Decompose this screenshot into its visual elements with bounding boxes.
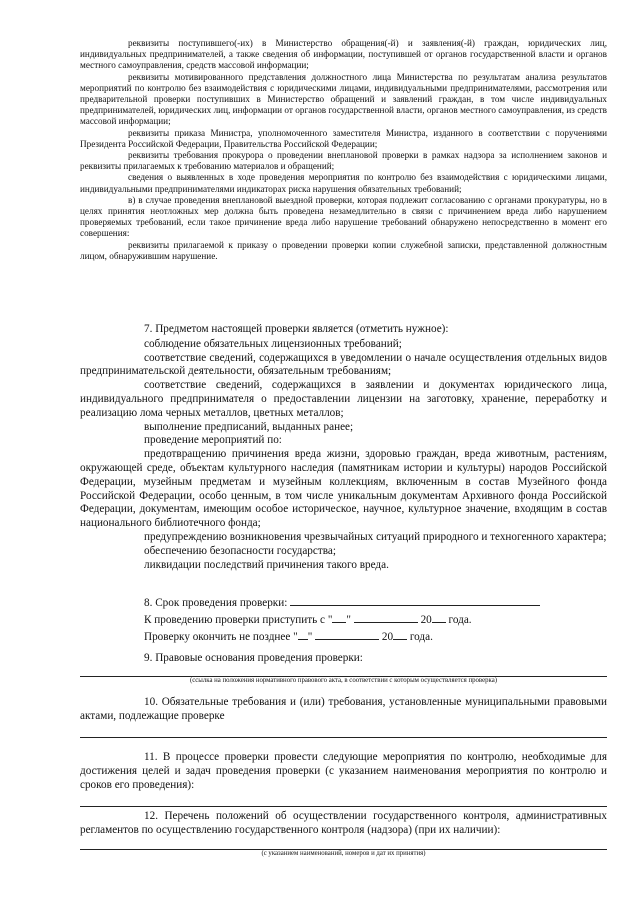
paragraph: реквизиты мотивированного представления должностного лица Министерства по результатам анализа результатов мероприятий по контролю без взаимодействия с юридическими лицами, индивидуальными предпринимателями, рассмотрения или предварительной проверки поступивших в Министерство обращений и заявлений граждан, в том числе индивидуальных предпринимателей, юридических лиц, информации от органов государственной власти, органов местного самоуправления, из средств массовой информации;	[80, 71, 607, 127]
field-caption: (с указанием наименований, номеров и дат их принятия)	[261, 850, 426, 857]
section-heading: 9. Правовые основания проведения проверки:	[144, 652, 363, 664]
list-item: соответствие сведений, содержащихся в заявлении и документах юридического лица, индивидуального предпринимателя о предоставлении лицензии на заготовку, хранение, переработку и реализацию лома черных металлов, цветных металлов;	[80, 379, 607, 419]
end-day-blank[interactable]	[298, 628, 308, 640]
list-item: проведение мероприятий по:	[144, 434, 282, 447]
start-date-line: К проведению проверки приступить с " " 20 года.	[80, 611, 607, 628]
paragraph: реквизиты требования прокурора о проведении внеплановой проверки в рамках надзора за исполнением законов и реквизиты прилагаемых к требованию материалов и обращений;	[80, 150, 607, 172]
section-7	[80, 323, 607, 572]
paragraph: реквизиты приказа Министра, уполномоченного заместителя Министра, изданного в соответствии с поручениями Президента Российской Федерации, Правительства Российской Федерации;	[80, 127, 607, 149]
list-item: предотвращению причинения вреда жизни, здоровью граждан, вреда животным, растениям, окружающей среде, объектам культурного наследия (памятникам истории и культуры) народов Российской Федерации, музейным предметам и музейным коллекциям, включенным в состав Музейного фонда Российской Федерации, особо ценным, в том числе уникальным документам Архивного фонда Российской Федерации, документам, имеющим особое историческое, научное, культурное значение, входящим в состав национального библиотечного фонда;	[80, 448, 607, 530]
section-12	[80, 810, 607, 838]
paragraph: в) в случае проведения внеплановой выездной проверки, которая подлежит согласованию с органами прокуратуры, но в целях принятия неотложных мер должна быть проведена незамедлительно в связи с причинением вреда либо нарушением проверяемых требований, если такое причинение вреда либо нарушение требований обнаружено непосредственно в момент его совершения:	[80, 194, 607, 239]
list-item: обеспечению безопасности государства;	[144, 544, 336, 557]
list-item: соблюдение обязательных лицензионных требований;	[144, 337, 402, 350]
paragraph: реквизиты поступившего(-их) в Министерство обращения(-й) и заявления(-й) граждан, юридических лиц, индивидуальных предпринимателей, а также сведения об информации, поступившей от органов государственной власти и органов местного самоуправления, средств массовой информации;	[80, 38, 607, 71]
paragraph: сведения о выявленных в ходе проведения мероприятия по контролю без взаимодействия с юридическими лицами, индивидуальными предпринимателями индикаторах риска нарушения обязательных требований;	[80, 172, 607, 194]
section-11	[80, 751, 607, 792]
requirements-field[interactable]	[80, 737, 607, 738]
measures-field[interactable]	[80, 806, 607, 807]
list-item: выполнение предписаний, выданных ранее;	[144, 420, 354, 433]
section-8	[80, 594, 607, 644]
section-text: 10. Обязательные требования и (или) требования, установленные муниципальными правовыми актами, подлежащие проверке	[80, 696, 607, 722]
paragraph: реквизиты прилагаемой к приказу о проведении проверки копии служебной записки, представленной должностным лицом, обнаружившим нарушение.	[80, 239, 607, 261]
section-heading: 7. Предметом настоящей проверки является (отметить нужное):	[144, 323, 449, 335]
end-date-line: Проверку окончить не позднее " " 20 года.	[80, 628, 607, 645]
list-item: соответствие сведений, содержащихся в уведомлении о начале осуществления отдельных видов предпринимательской деятельности, обязательным требованиям;	[80, 351, 607, 378]
section-heading: 8. Срок проведения проверки:	[80, 594, 607, 611]
section-9	[80, 652, 607, 666]
start-month-blank[interactable]	[354, 611, 418, 623]
field-caption: (ссылка на положения нормативного правового акта, в соответствии с которым осуществляется проверка)	[190, 677, 497, 684]
term-blank[interactable]	[290, 594, 540, 606]
section-text: 11. В процессе проверки провести следующие мероприятия по контролю, необходимые для достижения целей и задач проведения проверки (с указанием наименования мероприятия по контролю и сроков его проведения):	[80, 751, 607, 791]
grounds-requisites-list	[80, 38, 607, 262]
list-item: предупреждению возникновения чрезвычайных ситуаций природного и техногенного характера;	[144, 530, 607, 543]
section-text: 12. Перечень положений об осуществлении государственного контроля, административных регламентов по осуществлению государственного контроля (надзора) (при их наличии):	[80, 810, 607, 836]
start-day-blank[interactable]	[332, 611, 346, 623]
list-item: ликвидации последствий причинения такого вреда.	[144, 558, 389, 571]
start-year-blank[interactable]	[432, 611, 446, 623]
section-10	[80, 696, 607, 724]
end-month-blank[interactable]	[315, 628, 379, 640]
end-year-blank[interactable]	[393, 628, 407, 640]
